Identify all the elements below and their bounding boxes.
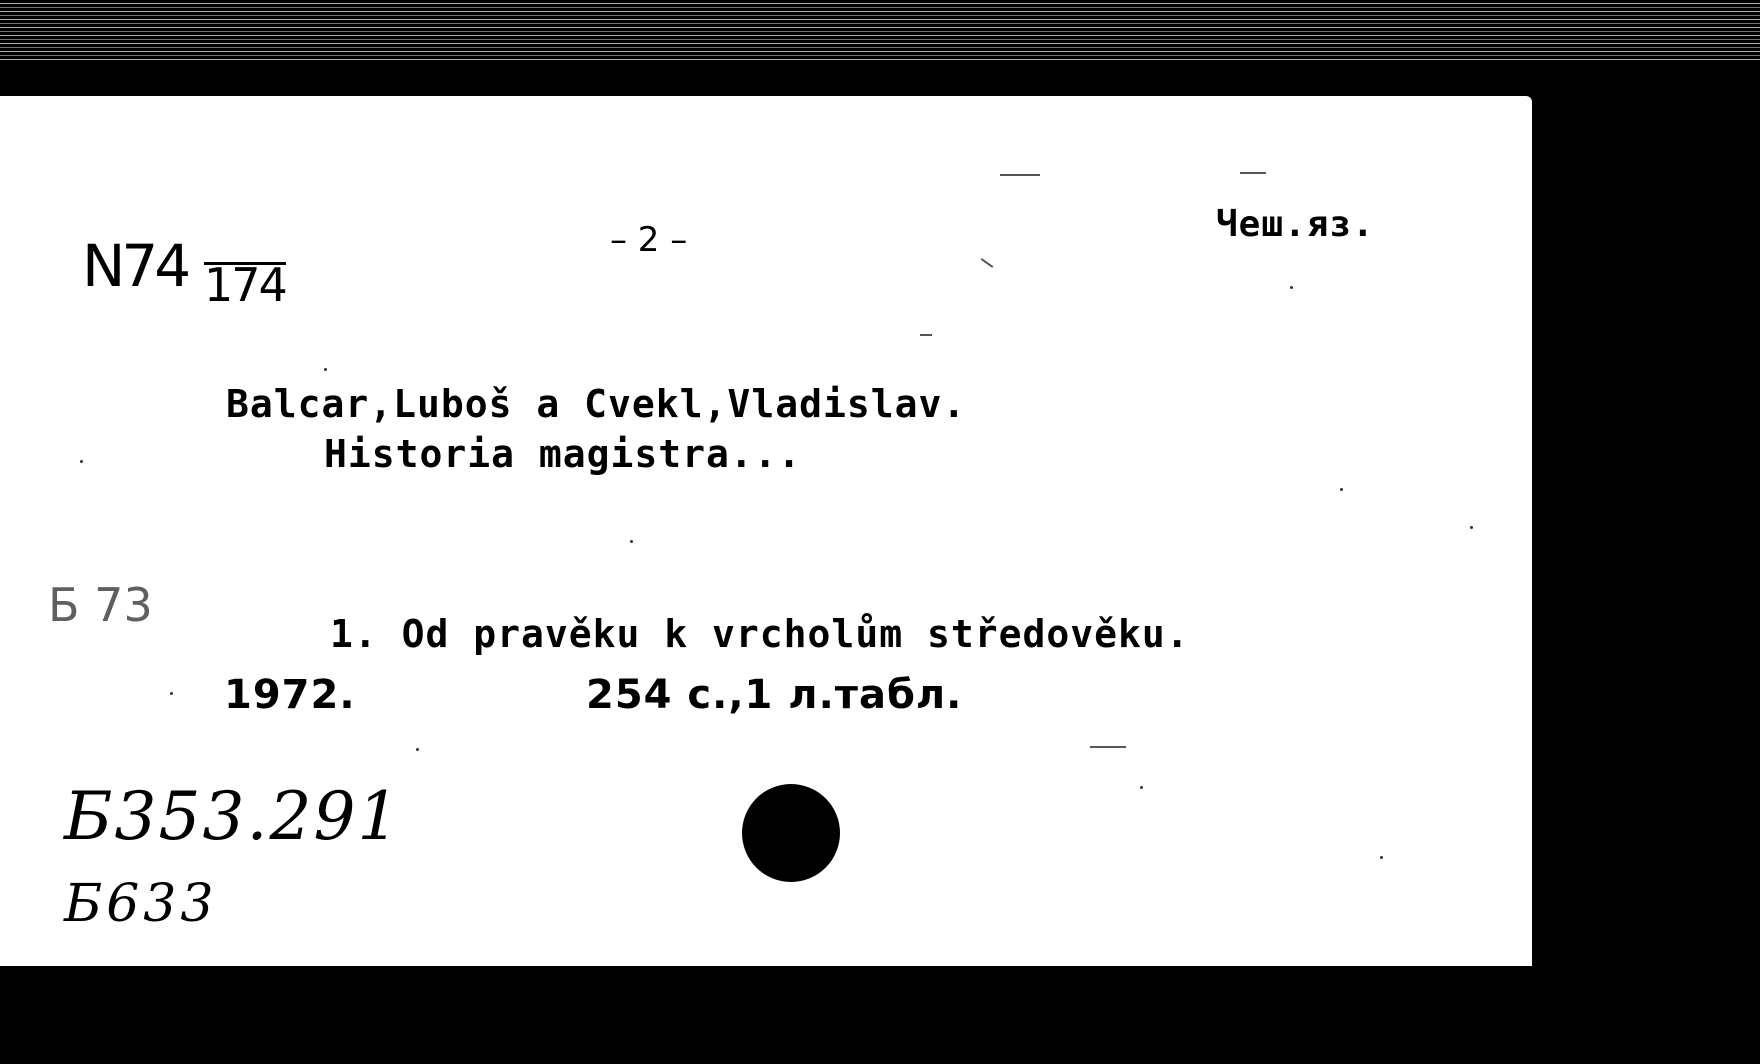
- card-number-mark: N74: [82, 232, 188, 300]
- shelfmark-handwritten: Б353.291: [64, 778, 402, 855]
- speck: [416, 748, 419, 751]
- page-marker: – 2 –: [610, 220, 688, 260]
- speck: [630, 540, 633, 543]
- speck: [1340, 488, 1343, 491]
- speck: [324, 368, 327, 371]
- speck: [1290, 286, 1293, 289]
- year-line: 1972.: [224, 672, 356, 718]
- speck: [1140, 786, 1143, 789]
- card-number-mark-sub: 174: [204, 258, 286, 312]
- stamp-fragment: Б 73: [48, 578, 153, 632]
- volume-line: 1. Od pravěku k vrcholům středověku.: [330, 612, 1190, 656]
- speck: [170, 692, 173, 695]
- title-line: Historia magistra...: [324, 432, 802, 476]
- scan-mark: [1000, 174, 1040, 176]
- authors-line: Balcar,Luboš a Cvekl,Vladislav.: [226, 382, 967, 426]
- scan-mark: [920, 334, 932, 336]
- pages-line: 254 с.,1 л.табл.: [586, 672, 963, 718]
- speck: [1470, 526, 1473, 529]
- speck: [80, 460, 83, 463]
- language-label: Чеш.яз.: [1216, 204, 1375, 245]
- scan-mark: [1090, 746, 1126, 748]
- speck: [1380, 856, 1383, 859]
- scan-mark: [1240, 172, 1266, 174]
- inventory-handwritten: Б633: [64, 874, 218, 934]
- punch-hole: [742, 784, 840, 882]
- scan-mark: [981, 258, 994, 268]
- film-edge-stripes: [0, 0, 1760, 62]
